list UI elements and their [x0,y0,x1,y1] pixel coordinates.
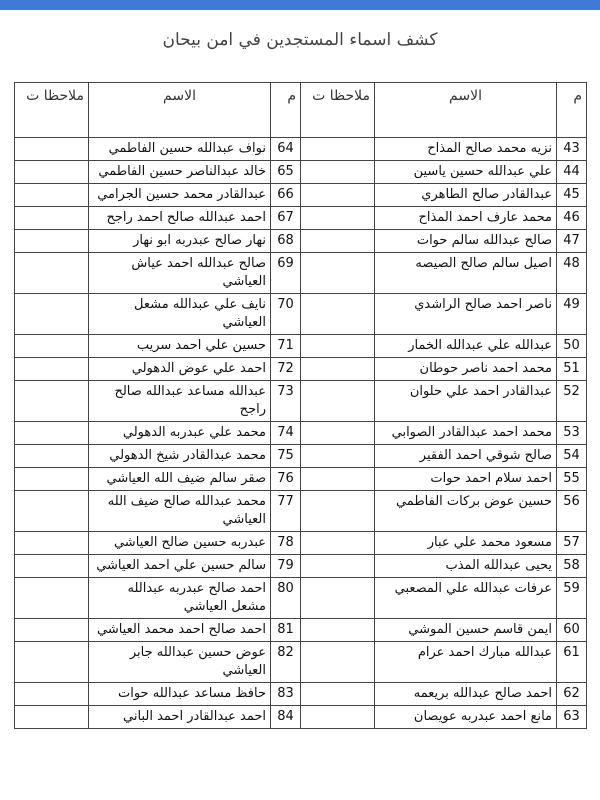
row-name-left: سالم حسين علي احمد العياشي [89,555,271,578]
header-notes-right: ملاحظا ت [301,83,375,138]
row-name-right: عبدالله مبارك احمد عرام [375,642,557,683]
row-number-right: 54 [557,445,587,468]
row-name-right: اصيل سالم صالح الصيصه [375,253,557,294]
row-notes-left [15,294,89,335]
table-row [15,642,587,683]
row-number-left: 72 [271,358,301,381]
row-name-left: نهار صالح عبدربه ابو نهار [89,230,271,253]
row-notes-right [301,555,375,578]
row-notes-right [301,445,375,468]
row-name-left: محمد علي عبدربه الدهولي [89,422,271,445]
row-number-left: 65 [271,161,301,184]
row-number-left: 79 [271,555,301,578]
row-name-left: عوض حسين عبدالله جابر العياشي [89,642,271,683]
row-number-right: 60 [557,619,587,642]
row-name-right: عبدالقادر احمد علي حلوان [375,381,557,422]
row-name-right: ناصر احمد صالح الراشدي [375,294,557,335]
row-number-left: 66 [271,184,301,207]
row-number-right: 57 [557,532,587,555]
table-row [15,619,587,642]
row-name-right: احمد صالح عبدالله بريعمه [375,683,557,706]
table-row [15,445,587,468]
row-number-right: 43 [557,138,587,161]
row-notes-right [301,683,375,706]
row-number-left: 80 [271,578,301,619]
row-name-right: احمد سلام احمد حوات [375,468,557,491]
table-row [15,422,587,445]
row-notes-right [301,184,375,207]
row-notes-left [15,706,89,729]
row-notes-left [15,422,89,445]
table-header-row [15,83,587,138]
row-notes-right [301,468,375,491]
row-name-right: صالح شوقي احمد الفقير [375,445,557,468]
row-notes-left [15,335,89,358]
table-row [15,335,587,358]
row-name-left: عبدالله مساعد عبدالله صالح راجح [89,381,271,422]
row-number-left: 84 [271,706,301,729]
row-name-left: احمد عبدالله صالح احمد راجح [89,207,271,230]
row-number-right: 52 [557,381,587,422]
table-row [15,381,587,422]
row-notes-left [15,619,89,642]
row-notes-right [301,161,375,184]
row-name-left: احمد صالح عبدربه عبدالله مشعل العياشي [89,578,271,619]
roster-table [14,82,587,729]
row-notes-right [301,381,375,422]
row-notes-left [15,161,89,184]
table-row [15,358,587,381]
table-row [15,184,587,207]
row-name-right: مسعود محمد علي عبار [375,532,557,555]
row-number-right: 48 [557,253,587,294]
row-name-left: نايف علي عبدالله مشعل العياشي [89,294,271,335]
row-name-right: محمد عارف احمد المذاح [375,207,557,230]
row-notes-left [15,230,89,253]
table-row [15,683,587,706]
row-notes-left [15,491,89,532]
row-number-left: 82 [271,642,301,683]
page-title: كشف اسماء المستجدين في امن بيحان [162,30,438,50]
row-notes-right [301,294,375,335]
row-number-right: 63 [557,706,587,729]
row-name-right: علي عبدالله حسين ياسين [375,161,557,184]
row-notes-right [301,642,375,683]
table-row [15,491,587,532]
row-number-right: 46 [557,207,587,230]
table-row [15,532,587,555]
table-body [15,138,587,729]
row-notes-left [15,683,89,706]
row-name-left: محمد عبدالله صالح ضيف الله العياشي [89,491,271,532]
table-row [15,706,587,729]
row-name-left: عبدالقادر محمد حسين الجرامي [89,184,271,207]
row-name-left: حافظ مساعد عبدالله حوات [89,683,271,706]
row-notes-right [301,422,375,445]
row-notes-left [15,138,89,161]
row-number-right: 53 [557,422,587,445]
row-name-left: احمد علي عوض الدهولي [89,358,271,381]
row-notes-right [301,253,375,294]
row-notes-left [15,578,89,619]
header-name-left: الاسم [89,83,271,138]
row-name-left: نواف عبدالله حسين الفاطمي [89,138,271,161]
row-number-right: 45 [557,184,587,207]
row-number-left: 70 [271,294,301,335]
row-name-left: حسين علي احمد سريب [89,335,271,358]
row-number-left: 73 [271,381,301,422]
row-name-right: عبدالله علي عبدالله الخمار [375,335,557,358]
row-number-left: 75 [271,445,301,468]
row-number-left: 77 [271,491,301,532]
row-number-left: 69 [271,253,301,294]
row-name-left: محمد عبدالقادر شيخ الدهولي [89,445,271,468]
row-number-right: 51 [557,358,587,381]
row-name-left: صالح عبدالله احمد عياش العياشي [89,253,271,294]
row-notes-right [301,706,375,729]
row-notes-left [15,532,89,555]
row-number-right: 59 [557,578,587,619]
row-notes-right [301,491,375,532]
row-notes-right [301,138,375,161]
row-notes-right [301,335,375,358]
row-name-left: احمد عبدالقادر احمد الباني [89,706,271,729]
row-number-left: 74 [271,422,301,445]
table-row [15,555,587,578]
row-number-right: 62 [557,683,587,706]
row-name-right: ايمن قاسم حسين الموشي [375,619,557,642]
row-notes-left [15,642,89,683]
row-name-right: محمد احمد ناصر حوطان [375,358,557,381]
row-notes-right [301,358,375,381]
row-name-left: احمد صالح احمد محمد العياشي [89,619,271,642]
row-name-right: مانع احمد عبدربه عويصان [375,706,557,729]
window-top-bar [0,0,600,10]
row-number-right: 47 [557,230,587,253]
row-name-right: نزيه محمد صالح المذاح [375,138,557,161]
row-notes-left [15,358,89,381]
row-name-right: يحيى عبدالله المذب [375,555,557,578]
row-number-left: 64 [271,138,301,161]
table-row [15,161,587,184]
header-num-left: م [271,83,301,138]
row-notes-right [301,207,375,230]
table-row [15,468,587,491]
row-number-right: 49 [557,294,587,335]
row-name-left: صقر سالم ضيف الله العياشي [89,468,271,491]
row-name-right: عبدالقادر صالح الطاهري [375,184,557,207]
row-number-right: 50 [557,335,587,358]
row-number-right: 58 [557,555,587,578]
row-number-left: 71 [271,335,301,358]
header-notes-left: ملاحظا ت [15,83,89,138]
table-row [15,253,587,294]
row-name-right: عرفات عبدالله علي المصعبي [375,578,557,619]
row-notes-right [301,230,375,253]
row-number-right: 56 [557,491,587,532]
row-number-left: 67 [271,207,301,230]
row-number-right: 55 [557,468,587,491]
row-notes-left [15,253,89,294]
table-row [15,207,587,230]
table-row [15,578,587,619]
row-notes-left [15,468,89,491]
row-notes-left [15,555,89,578]
row-notes-left [15,381,89,422]
row-number-left: 83 [271,683,301,706]
row-number-left: 76 [271,468,301,491]
row-notes-right [301,578,375,619]
row-name-right: محمد احمد عبدالقادر الصوابي [375,422,557,445]
row-number-left: 81 [271,619,301,642]
row-name-left: عبدربه حسين صالح العياشي [89,532,271,555]
row-name-left: خالد عبدالناصر حسين الفاطمي [89,161,271,184]
row-name-right: صالح عبدالله سالم حوات [375,230,557,253]
header-name-right: الاسم [375,83,557,138]
row-number-left: 68 [271,230,301,253]
row-notes-left [15,207,89,230]
row-notes-left [15,184,89,207]
row-number-right: 44 [557,161,587,184]
table-row [15,294,587,335]
row-number-left: 78 [271,532,301,555]
table-row [15,138,587,161]
row-notes-left [15,445,89,468]
row-name-right: حسين عوض بركات الفاطمي [375,491,557,532]
header-num-right: م [557,83,587,138]
table-row [15,230,587,253]
row-notes-right [301,619,375,642]
row-notes-right [301,532,375,555]
row-number-right: 61 [557,642,587,683]
